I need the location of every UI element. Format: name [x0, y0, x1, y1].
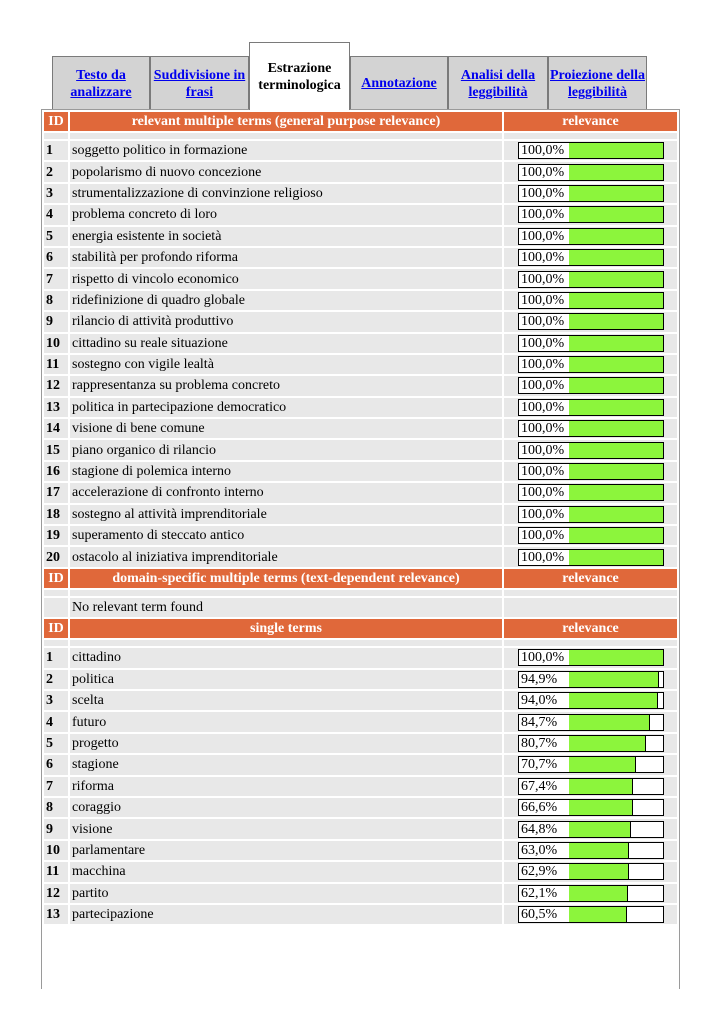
- relevance-track: [569, 186, 663, 201]
- relevance-cell: [504, 505, 677, 524]
- relevance-fill: [569, 421, 663, 436]
- term-row: [44, 798, 677, 817]
- relevance-cell: [504, 648, 677, 667]
- relevance-fill: [569, 357, 663, 372]
- relevance-track: [569, 736, 663, 751]
- relevance-percent: 84,7%: [521, 714, 558, 730]
- relevance-bar: [518, 821, 664, 838]
- relevance-fill: [569, 650, 663, 665]
- relevance-fill: [569, 800, 633, 815]
- term-id: 3: [44, 184, 68, 203]
- relevance-percent: 100,0%: [521, 314, 565, 330]
- relevance-bar: [518, 249, 664, 266]
- term-text: stabilità per profondo riforma: [70, 248, 502, 267]
- term-text: stagione di polemica interno: [70, 462, 502, 481]
- term-id: 5: [44, 227, 68, 246]
- term-text: soggetto politico in formazione: [70, 141, 502, 160]
- term-row: [44, 184, 677, 203]
- terms-table-body: [44, 112, 677, 924]
- relevance-fill: [569, 336, 663, 351]
- term-text: accelerazione di confronto interno: [70, 483, 502, 502]
- relevance-fill: [569, 822, 631, 837]
- relevance-track: [569, 757, 663, 772]
- term-text: partecipazione: [70, 905, 502, 924]
- empty-message: No relevant term found: [70, 598, 502, 617]
- term-id: 16: [44, 462, 68, 481]
- relevance-bar: [518, 463, 664, 480]
- term-row: [44, 162, 677, 181]
- term-id: 19: [44, 526, 68, 545]
- term-text: problema concreto di loro: [70, 205, 502, 224]
- term-text: coraggio: [70, 798, 502, 817]
- relevance-cell: [504, 777, 677, 796]
- term-text: ridefinizione di quadro globale: [70, 291, 502, 310]
- relevance-bar: [518, 527, 664, 544]
- term-row: [44, 526, 677, 545]
- relevance-fill: [569, 507, 663, 522]
- term-id: 2: [44, 670, 68, 689]
- relevance-track: [569, 443, 663, 458]
- relevance-bar: [518, 292, 664, 309]
- term-row: [44, 291, 677, 310]
- term-id: 12: [44, 884, 68, 903]
- relevance-percent: 100,0%: [521, 650, 565, 666]
- relevance-track: [569, 336, 663, 351]
- term-id: 6: [44, 248, 68, 267]
- relevance-bar: [518, 549, 664, 566]
- term-text: superamento di steccato antico: [70, 526, 502, 545]
- relevance-track: [569, 207, 663, 222]
- relevance-percent: 66,6%: [521, 800, 558, 816]
- relevance-track: [569, 843, 663, 858]
- relevance-cell: [504, 712, 677, 731]
- relevance-bar: [518, 735, 664, 752]
- relevance-bar: [518, 356, 664, 373]
- term-text: stagione: [70, 755, 502, 774]
- relevance-bar: [518, 863, 664, 880]
- term-text: progetto: [70, 734, 502, 753]
- relevance-header: relevance: [504, 569, 677, 588]
- relevance-cell: [504, 905, 677, 924]
- relevance-header: relevance: [504, 112, 677, 131]
- relevance-percent: 94,0%: [521, 693, 558, 709]
- relevance-percent: 100,0%: [521, 399, 565, 415]
- relevance-fill: [569, 400, 663, 415]
- term-row: [44, 248, 677, 267]
- relevance-bar: [518, 799, 664, 816]
- relevance-percent: 63,0%: [521, 842, 558, 858]
- term-row: [44, 691, 677, 710]
- relevance-fill: [569, 886, 628, 901]
- term-id: 13: [44, 905, 68, 924]
- tab-label-estrazione: Estrazione terminologica: [258, 60, 341, 93]
- term-text: sostegno con vigile lealtà: [70, 355, 502, 374]
- relevance-bar: [518, 377, 664, 394]
- relevance-cell: [504, 398, 677, 417]
- relevance-track: [569, 779, 663, 794]
- relevance-bar: [518, 842, 664, 859]
- term-id: 8: [44, 798, 68, 817]
- spacer-row: [44, 590, 677, 596]
- tab-link-annotazione[interactable]: Annotazione: [361, 76, 437, 91]
- relevance-track: [569, 314, 663, 329]
- term-row: [44, 505, 677, 524]
- term-text: politica: [70, 670, 502, 689]
- id-header: ID: [44, 112, 68, 131]
- relevance-track: [569, 800, 663, 815]
- relevance-percent: 100,0%: [521, 335, 565, 351]
- terminology-panel: [41, 109, 680, 989]
- term-row: [44, 227, 677, 246]
- relevance-cell: [504, 462, 677, 481]
- relevance-cell: [504, 312, 677, 331]
- term-row: [44, 755, 677, 774]
- term-id: 20: [44, 547, 68, 566]
- relevance-fill: [569, 165, 663, 180]
- section-header-general: [44, 112, 677, 131]
- relevance-bar: [518, 778, 664, 795]
- term-row: [44, 376, 677, 395]
- term-id: 8: [44, 291, 68, 310]
- term-text: piano organico di rilancio: [70, 440, 502, 459]
- term-id: 14: [44, 419, 68, 438]
- term-id: 4: [44, 712, 68, 731]
- term-text: futuro: [70, 712, 502, 731]
- relevance-percent: 100,0%: [521, 271, 565, 287]
- relevance-track: [569, 693, 663, 708]
- relevance-bar: [518, 185, 664, 202]
- relevance-percent: 100,0%: [521, 464, 565, 480]
- relevance-fill: [569, 443, 663, 458]
- relevance-bar: [518, 714, 664, 731]
- relevance-percent: 80,7%: [521, 735, 558, 751]
- relevance-fill: [569, 293, 663, 308]
- term-row: [44, 440, 677, 459]
- tab-suddivisione-in-frasi[interactable]: [150, 56, 249, 110]
- term-id: 9: [44, 819, 68, 838]
- relevance-track: [569, 672, 663, 687]
- tab-testo-da-analizzare[interactable]: [52, 56, 150, 110]
- relevance-percent: 100,0%: [521, 485, 565, 501]
- relevance-percent: 100,0%: [521, 250, 565, 266]
- section-title: domain-specific multiple terms (text-dependent relevance): [70, 569, 502, 588]
- term-row: [44, 462, 677, 481]
- tab-estrazione-terminologica[interactable]: [249, 42, 350, 110]
- term-row: [44, 269, 677, 288]
- relevance-bar: [518, 206, 664, 223]
- relevance-track: [569, 485, 663, 500]
- relevance-bar: [518, 906, 664, 923]
- term-row: [44, 355, 677, 374]
- relevance-track: [569, 250, 663, 265]
- relevance-percent: 62,9%: [521, 864, 558, 880]
- term-text: riforma: [70, 777, 502, 796]
- relevance-cell: [504, 670, 677, 689]
- relevance-cell: [504, 483, 677, 502]
- term-row: [44, 648, 677, 667]
- relevance-fill: [569, 907, 627, 922]
- relevance-fill: [569, 843, 629, 858]
- tab-link-analisi[interactable]: Analisi della leggibilità: [460, 67, 536, 100]
- relevance-header: relevance: [504, 619, 677, 638]
- term-row: [44, 334, 677, 353]
- relevance-track: [569, 378, 663, 393]
- relevance-fill: [569, 378, 663, 393]
- term-row: [44, 777, 677, 796]
- relevance-track: [569, 886, 663, 901]
- relevance-bar: [518, 420, 664, 437]
- relevance-cell: [504, 334, 677, 353]
- term-row: [44, 841, 677, 860]
- relevance-bar: [518, 756, 664, 773]
- relevance-track: [569, 400, 663, 415]
- term-text: cittadino su reale situazione: [70, 334, 502, 353]
- term-text: politica in partecipazione democratico: [70, 398, 502, 417]
- relevance-fill: [569, 464, 663, 479]
- relevance-percent: 100,0%: [521, 528, 565, 544]
- relevance-cell: [504, 440, 677, 459]
- relevance-percent: 100,0%: [521, 357, 565, 373]
- id-header: ID: [44, 619, 68, 638]
- term-text: rilancio di attività produttivo: [70, 312, 502, 331]
- tab-bar: [52, 42, 647, 110]
- term-row: [44, 141, 677, 160]
- relevance-track: [569, 715, 663, 730]
- relevance-cell: [504, 376, 677, 395]
- term-id: 2: [44, 162, 68, 181]
- relevance-cell: [504, 162, 677, 181]
- relevance-percent: 94,9%: [521, 671, 558, 687]
- relevance-track: [569, 550, 663, 565]
- relevance-track: [569, 864, 663, 879]
- term-text: ostacolo al iniziativa imprenditoriale: [70, 547, 502, 566]
- relevance-fill: [569, 715, 650, 730]
- relevance-fill: [569, 864, 629, 879]
- term-id: 11: [44, 355, 68, 374]
- section-header-domain: [44, 569, 677, 588]
- section-title: single terms: [70, 619, 502, 638]
- relevance-bar: [518, 142, 664, 159]
- relevance-fill: [569, 736, 646, 751]
- relevance-bar: [518, 271, 664, 288]
- term-id: 17: [44, 483, 68, 502]
- relevance-percent: 100,0%: [521, 143, 565, 159]
- relevance-cell: [504, 734, 677, 753]
- relevance-percent: 100,0%: [521, 292, 565, 308]
- term-id: 10: [44, 334, 68, 353]
- term-id: 4: [44, 205, 68, 224]
- relevance-fill: [569, 207, 663, 222]
- relevance-cell: [504, 269, 677, 288]
- terms-table: [42, 110, 679, 926]
- relevance-cell: [504, 884, 677, 903]
- relevance-cell: [504, 184, 677, 203]
- term-id: 6: [44, 755, 68, 774]
- relevance-fill: [569, 779, 633, 794]
- term-id: 15: [44, 440, 68, 459]
- relevance-fill: [569, 314, 663, 329]
- relevance-percent: 100,0%: [521, 442, 565, 458]
- section-header-single: [44, 619, 677, 638]
- relevance-cell: [504, 862, 677, 881]
- relevance-cell: [504, 205, 677, 224]
- term-id: 7: [44, 777, 68, 796]
- term-row: [44, 312, 677, 331]
- relevance-fill: [569, 272, 663, 287]
- term-text: scelta: [70, 691, 502, 710]
- relevance-fill: [569, 186, 663, 201]
- relevance-track: [569, 143, 663, 158]
- relevance-fill: [569, 672, 659, 687]
- relevance-percent: 100,0%: [521, 164, 565, 180]
- term-row: [44, 884, 677, 903]
- term-text: cittadino: [70, 648, 502, 667]
- spacer-row: [44, 640, 677, 646]
- relevance-cell: [504, 227, 677, 246]
- relevance-percent: 70,7%: [521, 757, 558, 773]
- term-text: partito: [70, 884, 502, 903]
- relevance-percent: 100,0%: [521, 228, 565, 244]
- term-id: 10: [44, 841, 68, 860]
- relevance-bar: [518, 506, 664, 523]
- term-row: [44, 205, 677, 224]
- section-title: relevant multiple terms (general purpose relevance): [70, 112, 502, 131]
- term-row: [44, 712, 677, 731]
- relevance-bar: [518, 484, 664, 501]
- term-id: 5: [44, 734, 68, 753]
- term-id: 12: [44, 376, 68, 395]
- relevance-cell: [504, 841, 677, 860]
- empty-message-row: [44, 598, 677, 617]
- relevance-track: [569, 293, 663, 308]
- relevance-track: [569, 272, 663, 287]
- term-id: 11: [44, 862, 68, 881]
- relevance-bar: [518, 885, 664, 902]
- relevance-fill: [569, 143, 663, 158]
- relevance-track: [569, 650, 663, 665]
- relevance-track: [569, 165, 663, 180]
- relevance-fill: [569, 250, 663, 265]
- relevance-cell: [504, 547, 677, 566]
- term-text: macchina: [70, 862, 502, 881]
- relevance-percent: 100,0%: [521, 207, 565, 223]
- relevance-fill: [569, 757, 636, 772]
- tab-annotazione[interactable]: [350, 56, 448, 110]
- tab-link-proiezione[interactable]: Proiezione della leggibilità: [550, 67, 645, 100]
- term-id: 1: [44, 141, 68, 160]
- term-row: [44, 862, 677, 881]
- relevance-fill: [569, 485, 663, 500]
- term-id: 3: [44, 691, 68, 710]
- relevance-fill: [569, 693, 658, 708]
- id-header: ID: [44, 569, 68, 588]
- relevance-cell: [504, 691, 677, 710]
- relevance-track: [569, 507, 663, 522]
- relevance-percent: 62,1%: [521, 885, 558, 901]
- relevance-bar: [518, 335, 664, 352]
- term-row: [44, 734, 677, 753]
- relevance-bar: [518, 671, 664, 688]
- spacer-row: [44, 133, 677, 139]
- relevance-bar: [518, 692, 664, 709]
- relevance-bar: [518, 442, 664, 459]
- term-text: popolarismo di nuovo concezione: [70, 162, 502, 181]
- term-text: rappresentanza su problema concreto: [70, 376, 502, 395]
- relevance-cell: [504, 798, 677, 817]
- relevance-percent: 100,0%: [521, 549, 565, 565]
- term-text: energia esistente in società: [70, 227, 502, 246]
- relevance-cell: [504, 526, 677, 545]
- term-row: [44, 905, 677, 924]
- tab-link-suddivisione[interactable]: Suddivisione in frasi: [153, 67, 246, 100]
- relevance-percent: 100,0%: [521, 378, 565, 394]
- relevance-bar: [518, 649, 664, 666]
- relevance-percent: 100,0%: [521, 506, 565, 522]
- relevance-percent: 100,0%: [521, 185, 565, 201]
- relevance-track: [569, 822, 663, 837]
- term-id: 18: [44, 505, 68, 524]
- relevance-percent: 67,4%: [521, 778, 558, 794]
- relevance-bar: [518, 313, 664, 330]
- term-text: rispetto di vincolo economico: [70, 269, 502, 288]
- relevance-fill: [569, 550, 663, 565]
- term-id: 7: [44, 269, 68, 288]
- relevance-fill: [569, 229, 663, 244]
- relevance-bar: [518, 164, 664, 181]
- term-row: [44, 670, 677, 689]
- relevance-percent: 60,5%: [521, 907, 558, 923]
- term-text: parlamentare: [70, 841, 502, 860]
- term-row: [44, 483, 677, 502]
- term-text: strumentalizzazione di convinzione religioso: [70, 184, 502, 203]
- tab-analisi-leggibilita[interactable]: [448, 56, 548, 110]
- term-id: 13: [44, 398, 68, 417]
- relevance-bar: [518, 399, 664, 416]
- relevance-cell: [504, 291, 677, 310]
- relevance-percent: 100,0%: [521, 421, 565, 437]
- relevance-bar: [518, 228, 664, 245]
- tab-proiezione-leggibilita[interactable]: [548, 56, 647, 110]
- relevance-track: [569, 421, 663, 436]
- term-row: [44, 419, 677, 438]
- relevance-track: [569, 907, 663, 922]
- relevance-track: [569, 357, 663, 372]
- term-id: 9: [44, 312, 68, 331]
- relevance-track: [569, 464, 663, 479]
- term-row: [44, 398, 677, 417]
- term-row: [44, 819, 677, 838]
- relevance-cell: [504, 419, 677, 438]
- relevance-track: [569, 528, 663, 543]
- term-row: [44, 547, 677, 566]
- relevance-cell: [504, 355, 677, 374]
- term-text: visione di bene comune: [70, 419, 502, 438]
- relevance-fill: [569, 528, 663, 543]
- relevance-cell: [504, 141, 677, 160]
- tab-link-testo[interactable]: Testo da analizzare: [70, 67, 132, 100]
- relevance-cell: [504, 755, 677, 774]
- term-text: visione: [70, 819, 502, 838]
- relevance-cell: [504, 248, 677, 267]
- term-id: 1: [44, 648, 68, 667]
- relevance-track: [569, 229, 663, 244]
- relevance-cell: [504, 819, 677, 838]
- relevance-percent: 64,8%: [521, 821, 558, 837]
- term-text: sostegno al attività imprenditoriale: [70, 505, 502, 524]
